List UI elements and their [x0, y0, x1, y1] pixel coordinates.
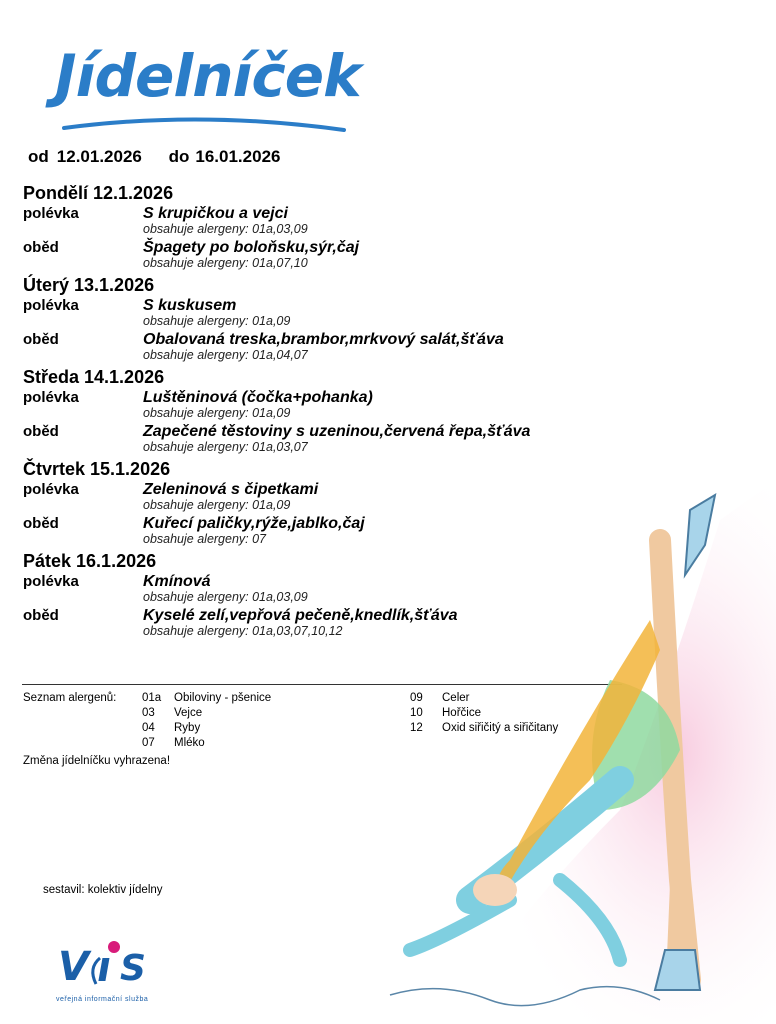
from-label: od [28, 147, 49, 166]
to-label: do [168, 147, 190, 166]
meal-kind: polévka [23, 573, 79, 590]
meal-dish: Luštěninová (čočka+pohanka) [143, 389, 373, 406]
meal-kind: polévka [23, 389, 79, 406]
allergen-name: Obiloviny - pšenice [174, 692, 272, 704]
author-credit: sestavil: kolektiv jídelny [43, 884, 163, 896]
meal-allergens: obsahuje alergeny: 01a,04,07 [143, 348, 308, 362]
meal-dish: S krupičkou a vejci [143, 205, 288, 222]
allergen-name: Oxid siřičitý a siřičitany [442, 722, 559, 734]
change-notice: Změna jídelníčku vyhrazena! [23, 755, 171, 767]
allergen-code: 10 [410, 707, 423, 719]
meal-dish: Kuřecí paličky,rýže,jablko,čaj [143, 515, 365, 532]
meal-kind: polévka [23, 481, 79, 498]
meal-dish: Zapečené těstoviny s uzeninou,červená řepa,šťáva [143, 423, 531, 440]
allergen-code: 07 [142, 737, 155, 749]
legend-item [142, 692, 271, 704]
meal-allergens: obsahuje alergeny: 01a,09 [143, 314, 291, 328]
meal-row [23, 331, 633, 348]
meal-dish: S kuskusem [143, 297, 237, 314]
allergen-code: 12 [410, 722, 423, 734]
meal-dish: Zeleninová s čipetkami [143, 481, 319, 498]
legend-item [142, 722, 200, 734]
allergen-name: Celer [442, 692, 470, 704]
meal-dish: Obalovaná treska,brambor,mrkvový salát,šťáva [143, 331, 504, 348]
day-section [23, 274, 633, 364]
day-section [23, 182, 633, 272]
allergen-code: 04 [142, 722, 155, 734]
meal-row [23, 239, 633, 256]
day-section [23, 366, 633, 456]
meal-dish: Kyselé zelí,vepřová pečeně,knedlík,šťáva [143, 607, 458, 624]
svg-text:S: S [120, 948, 146, 989]
meal-allergens: obsahuje alergeny: 01a,07,10 [143, 256, 308, 270]
figure-skater-illustration [380, 480, 776, 1024]
meal-row [23, 297, 633, 314]
legend-label: Seznam alergenů: [23, 692, 117, 704]
allergen-code: 09 [410, 692, 423, 704]
date-range [28, 147, 300, 167]
meal-allergens: obsahuje alergeny: 01a,09 [143, 406, 291, 420]
day-title: Čtvrtek 15.1.2026 [23, 459, 171, 479]
legend-item [142, 707, 202, 719]
meal-allergens: obsahuje alergeny: 01a,03,09 [143, 590, 308, 604]
title-swoosh-decoration [60, 112, 350, 134]
allergen-name: Vejce [174, 707, 203, 719]
meal-allergens: obsahuje alergeny: 01a,03,07 [143, 440, 308, 454]
meal-kind: polévka [23, 297, 79, 314]
allergen-code: 01a [142, 692, 162, 704]
day-title: Pondělí 12.1.2026 [23, 183, 174, 203]
meal-dish: Kmínová [143, 573, 211, 590]
meal-kind: oběd [23, 607, 59, 624]
meal-row [23, 205, 633, 222]
meal-allergens: obsahuje alergeny: 01a,03,07,10,12 [143, 624, 343, 638]
svg-text:V: V [58, 944, 89, 990]
allergen-code: 03 [142, 707, 155, 719]
meal-allergens: obsahuje alergeny: 07 [143, 532, 267, 546]
meal-kind: oběd [23, 331, 59, 348]
day-title: Úterý 13.1.2026 [23, 275, 155, 295]
meal-row [23, 389, 633, 406]
meal-allergens: obsahuje alergeny: 01a,03,09 [143, 222, 308, 236]
meal-kind: oběd [23, 239, 59, 256]
allergen-name: Mléko [174, 737, 205, 749]
allergen-name: Ryby [174, 722, 201, 734]
meal-allergens: obsahuje alergeny: 01a,09 [143, 498, 291, 512]
meal-kind: oběd [23, 423, 59, 440]
meal-dish: Špagety po boloňsku,sýr,čaj [143, 239, 360, 256]
day-title: Pátek 16.1.2026 [23, 551, 157, 571]
page-title: Jídelníček [55, 42, 361, 110]
vis-subtitle: veřejná informační služba [56, 996, 149, 1003]
meal-kind: polévka [23, 205, 79, 222]
allergen-name: Hořčice [442, 707, 481, 719]
day-title: Středa 14.1.2026 [23, 367, 165, 387]
from-date: 12.01.2026 [56, 147, 142, 166]
meal-row [23, 423, 633, 440]
legend-item [142, 737, 205, 749]
meal-kind: oběd [23, 515, 59, 532]
to-date: 16.01.2026 [195, 147, 281, 166]
